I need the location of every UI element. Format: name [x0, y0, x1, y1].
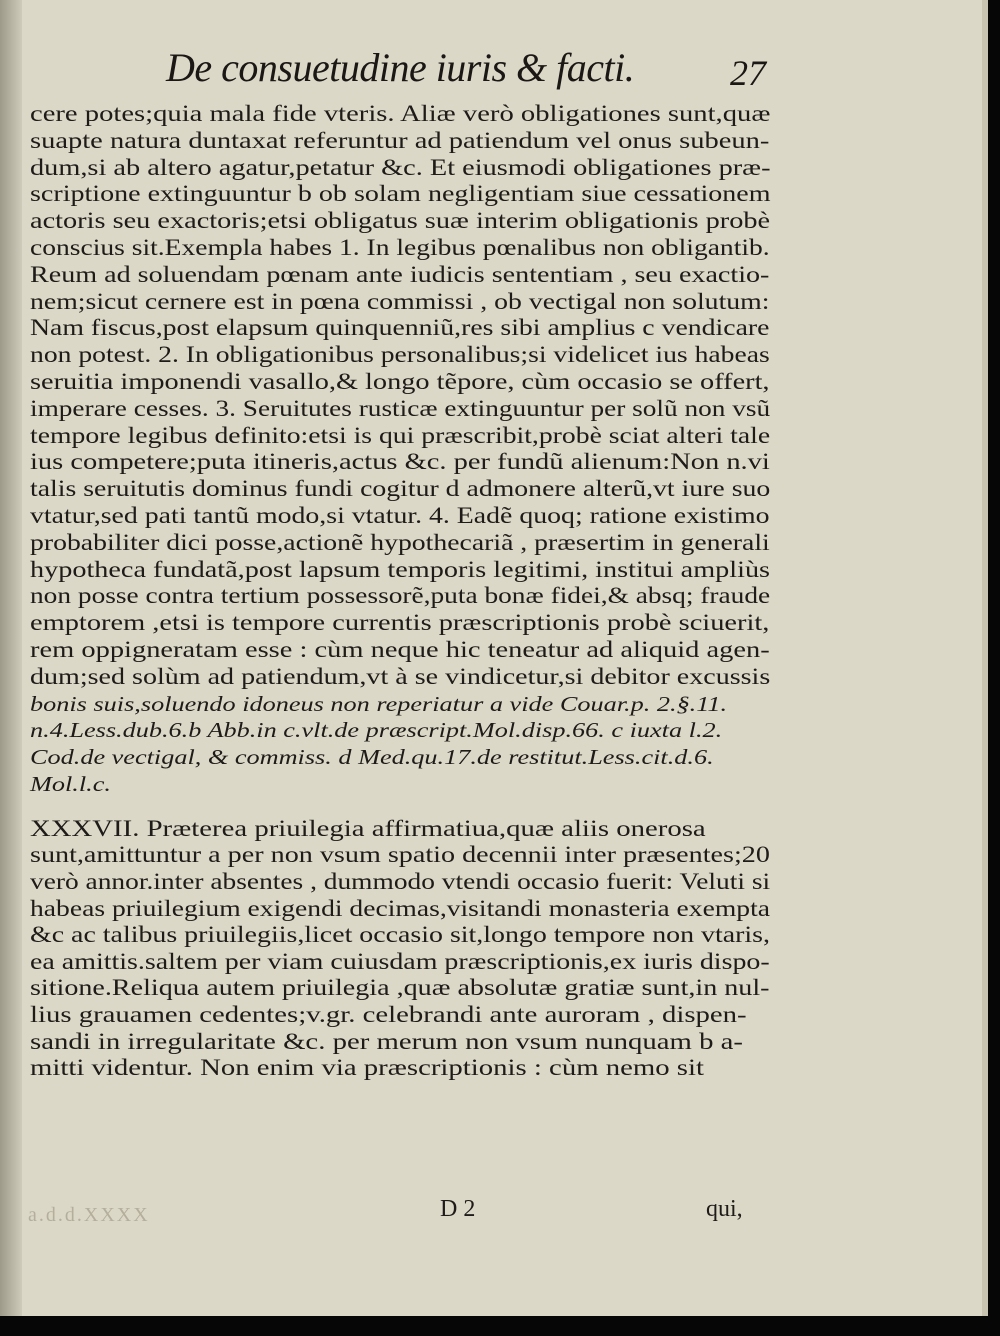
- text-line: cere potes;quia mala fide vteris. Aliæ verò obligationes sunt,quæ: [30, 101, 771, 126]
- text-line: sitione.Reliqua autem priuilegia ,quæ absolutæ gratiæ sunt,in nul-: [30, 975, 770, 1001]
- text-line: Reum ad soluendam pœnam ante iudicis sententiam , seu exactio-: [30, 261, 770, 287]
- text-line: actoris seu exactoris;etsi obligatus suæ interim obligationis probè: [30, 208, 771, 234]
- text-line: verò annor.inter absentes , dummodo vtendi occasio fuerit: Veluti si: [30, 869, 771, 894]
- text-line: n.4.Less.dub.6.b Abb.in c.vlt.de præscript.Mol.disp.66. c iuxta l.2.: [30, 718, 723, 743]
- text-line: lius grauamen cedentes;v.gr. celebrandi ante auroram , dispen-: [30, 1002, 747, 1027]
- text-line: ea amittis.saltem per viam cuiusdam præscriptionis,ex iuris dispo-: [30, 948, 770, 974]
- text-line: bonis suis,soluendo idoneus non reperiatur a vide Couar.p. 2.§.11.: [30, 691, 728, 716]
- text-line: Cod.de vectigal, & commiss. d Med.qu.17.de restitut.Less.cit.d.6.: [30, 745, 714, 770]
- text-line: imperare cesses. 3. Seruitutes rusticæ extinguuntur per solũ non vsũ: [30, 395, 771, 421]
- text-line: habeas priuilegium exigendi decimas,visitandi monasteria exempta: [30, 895, 770, 921]
- text-line: XXXVII. Præterea priuilegia affirmatiua,quæ aliis onerosa: [30, 815, 706, 841]
- text-line: mitti videntur. Non enim via præscriptionis : cùm nemo sit: [30, 1055, 704, 1081]
- text-line: conscius sit.Exempla habes 1. In legibus pœnalibus non obligantib.: [30, 235, 770, 260]
- text-line: nem;sicut cernere est in pœna commissi , ob vectigal non solutum:: [30, 288, 770, 314]
- running-head: [150, 40, 950, 100]
- running-title: De consuetudine iuris & facti.: [166, 45, 635, 90]
- text-line: rem oppigneratam esse : cùm neque hic teneatur ad aliquid agen-: [30, 637, 770, 662]
- text-line: scriptione extinguuntur b ob solam negligentiam siue cessationem: [30, 181, 771, 207]
- text-line: dum,si ab altero agatur,petatur &c. Et eiusmodi obligationes præ-: [30, 154, 771, 180]
- text-line: Nam fiscus,post elapsum quinquenniũ,res sibi amplius c vendicare: [30, 315, 770, 341]
- text-line: dum;sed solùm ad patiendum,vt à se vindicetur,si debitor excussis: [30, 663, 771, 689]
- text-line: Mol.l.c.: [30, 772, 111, 796]
- text-line: talis seruitutis dominus fundi cogitur d admonere alterũ,vt iure suo: [30, 476, 771, 502]
- text-line: non potest. 2. In obligationibus personalibus;si videlicet ius habeas: [30, 342, 770, 368]
- text-line: &c ac talibus priuilegiis,licet occasio sit,longo tempore non vtaris,: [30, 922, 770, 948]
- text-line: seruitia imponendi vasallo,& longo tẽpore, cùm occasio se offert,: [30, 369, 770, 394]
- text-line: emptorem ,etsi is tempore currentis præscriptionis probè sciuerit,: [30, 610, 770, 636]
- page-footer: [0, 1196, 988, 1236]
- text-line: ius competere;puta itineris,actus &c. per fundũ alienum:Non n.vi: [30, 449, 770, 475]
- text-line: sunt,amittuntur a per non vsum spatio decennii inter præsentes;20: [30, 842, 770, 868]
- text-line: vtatur,sed pati tantũ modo,si vtatur. 4. Eadẽ quoq; ratione existimo: [30, 503, 770, 528]
- text-line: suapte natura duntaxat referuntur ad patiendum vel onus subeun-: [30, 127, 770, 153]
- page-gutter: [0, 0, 22, 1316]
- text-line: sandi in irregularitate &c. per merum non vsum nunquam b a-: [30, 1028, 743, 1054]
- text-line: hypotheca fundatã,post lapsum temporis legitimi, institui ampliùs: [30, 556, 771, 582]
- catchword: qui,: [706, 1196, 743, 1222]
- bleed-through-text: a.d.d.XXXX: [28, 1204, 150, 1226]
- page-edge: [982, 0, 988, 1316]
- text-line: probabiliter dici posse,actionẽ hypothecariã , præsertim in generali: [30, 529, 770, 555]
- text-line: non posse contra tertium possessorẽ,puta bonæ fidei,& absq; fraude: [30, 583, 771, 609]
- signature-mark: D 2: [440, 1196, 476, 1222]
- text-line: tempore legibus definito:etsi is qui præscribit,probè sciat alteri tale: [30, 422, 771, 448]
- page-number: 27: [730, 53, 766, 93]
